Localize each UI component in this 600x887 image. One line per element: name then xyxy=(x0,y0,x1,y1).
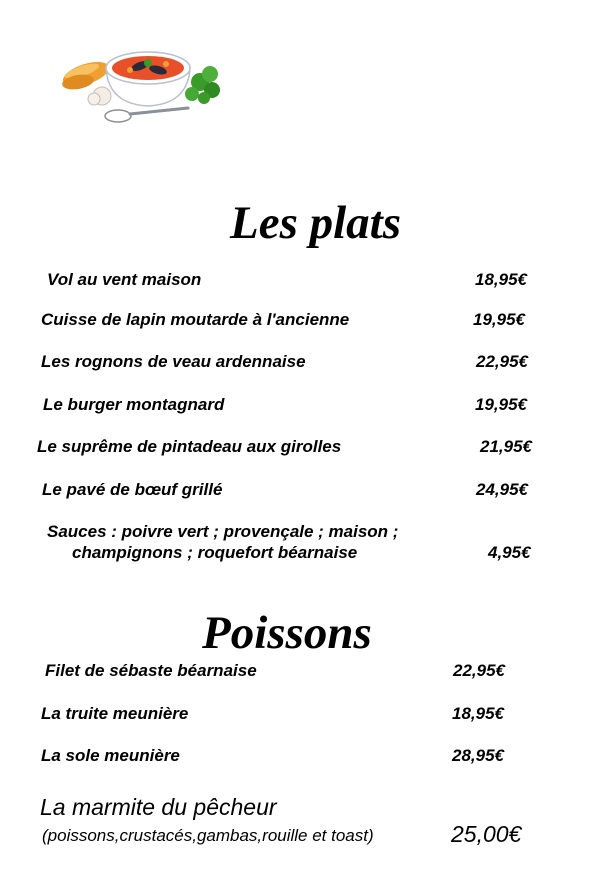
section-title-plats: Les plats xyxy=(230,197,402,249)
dish-name: Cuisse de lapin moutarde à l'ancienne xyxy=(41,310,350,329)
fish-price: 18,95€ xyxy=(452,704,504,723)
sauces-line-2: champignons ; roquefort béarnaise xyxy=(72,543,358,562)
dish-price: 24,95€ xyxy=(476,480,528,499)
marmite-description: (poissons,crustacés,gambas,rouille et toast) xyxy=(42,826,374,845)
fish-name: Filet de sébaste béarnaise xyxy=(45,661,257,680)
section-title-poissons: Poissons xyxy=(202,607,372,659)
dish-name: Les rognons de veau ardennaise xyxy=(41,352,306,371)
dish-price: 19,95€ xyxy=(475,395,527,414)
dish-name: Le burger montagnard xyxy=(43,395,225,414)
fish-price: 22,95€ xyxy=(453,661,505,680)
dish-name: Le suprême de pintadeau aux girolles xyxy=(37,437,342,456)
dish-price: 21,95€ xyxy=(480,437,532,456)
dish-name: Le pavé de bœuf grillé xyxy=(42,480,223,499)
dish-name: Vol au vent maison xyxy=(47,270,202,289)
sauces-price: 4,95€ xyxy=(488,543,531,562)
sauces-line-1: Sauces : poivre vert ; provençale ; maison ; xyxy=(47,522,399,541)
fish-price: 28,95€ xyxy=(452,746,504,765)
fish-name: La truite meunière xyxy=(41,704,189,723)
marmite-price: 25,00€ xyxy=(451,821,522,847)
soup-bowl-icon xyxy=(60,38,225,128)
marmite-name: La marmite du pêcheur xyxy=(40,794,277,820)
dish-price: 18,95€ xyxy=(475,270,527,289)
dish-price: 19,95€ xyxy=(473,310,525,329)
fish-name: La sole meunière xyxy=(41,746,180,765)
dish-price: 22,95€ xyxy=(476,352,528,371)
